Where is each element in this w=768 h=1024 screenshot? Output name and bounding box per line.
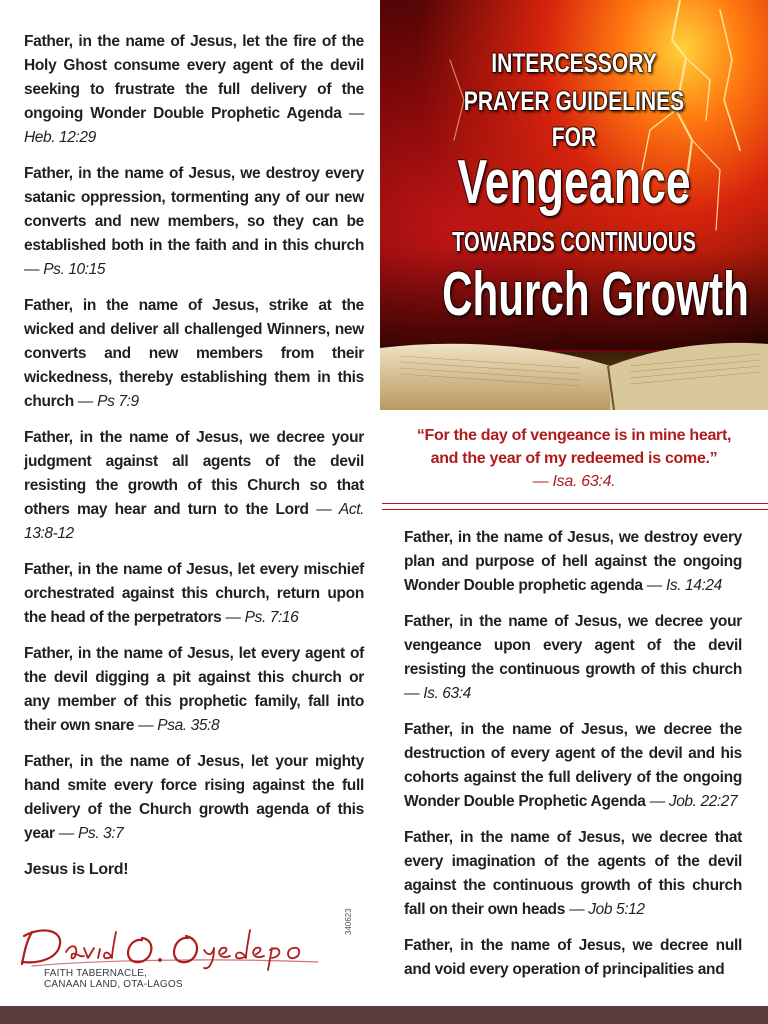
quote-reference: — Isa. 63:4.	[532, 473, 616, 490]
prayer-text: Father, in the name of Jesus, we decree the destruction of every agent of the devil and his cohorts against the full delivery of the ongoing Wonder Double Prophetic Agenda	[404, 721, 742, 810]
cover-title-prayer-guidelines: PRAYER GUIDELINES	[463, 86, 685, 116]
em-dash: —	[404, 685, 420, 702]
em-dash: —	[569, 901, 585, 918]
open-book-icon	[380, 343, 768, 410]
em-dash: —	[316, 501, 332, 518]
left-prayer-column	[24, 30, 364, 882]
scripture-reference: Ps. 3:7	[77, 825, 124, 842]
scripture-reference: Ps. 10:15	[43, 261, 106, 278]
scripture-reference: Ps. 7:16	[244, 609, 299, 626]
footer-bar	[0, 1006, 768, 1024]
em-dash: —	[348, 105, 364, 122]
cover-title-vengeance: Vengeance	[457, 148, 691, 217]
signature-church: FAITH TABERNACLE,	[44, 968, 148, 979]
prayer-text: Father, in the name of Jesus, strike at the wicked and deliver all challenged Winners, new converts and new members from their wickedness, thereby establishing them in this church	[24, 297, 364, 410]
prayer-item	[24, 750, 364, 846]
signature-location: CANAAN LAND, OTA-LAGOS	[44, 979, 183, 990]
prayer-item	[24, 558, 364, 630]
scripture-reference: Is. 63:4	[423, 685, 471, 702]
prayer-text: Father, in the name of Jesus, we decree null and void every operation of principalities and	[404, 937, 742, 978]
quote-line-1: “For the day of vengeance is in mine heart,	[416, 427, 732, 444]
cover-title-towards-continuous: TOWARDS CONTINUOUS	[452, 226, 696, 257]
prayer-text: Father, in the name of Jesus, we decree your judgment against all agents of the devil resisting the growth of this Church so that others may hear and turn to the Lord	[24, 429, 364, 518]
prayer-item	[404, 526, 742, 598]
prayer-item	[404, 934, 742, 982]
scripture-reference: Act. 13:8-12	[24, 501, 365, 542]
em-dash: —	[58, 825, 74, 842]
handwritten-signature	[18, 922, 348, 972]
prayer-item	[24, 642, 364, 738]
scripture-reference: Heb. 12:29	[24, 129, 96, 146]
scripture-reference: Job. 22:27	[668, 793, 738, 810]
quote-line-2: and the year of my redeemed is come.”	[430, 450, 718, 467]
cover-title-for: FOR	[551, 122, 597, 152]
cover-banner	[380, 0, 768, 410]
right-prayer-column	[404, 526, 742, 994]
prayer-item	[24, 294, 364, 414]
em-dash: —	[138, 717, 154, 734]
print-code: 340623	[344, 908, 353, 935]
divider	[382, 503, 768, 510]
scripture-reference: Ps 7:9	[97, 393, 139, 410]
prayer-text: Father, in the name of Jesus, let the fire of the Holy Ghost consume every agent of the devil seeking to frustrate the full delivery of the ongoing Wonder Double Prophetic Agenda	[24, 33, 364, 122]
cover-title-intercessory: INTERCESSORY	[491, 48, 657, 78]
prayer-text: Father, in the name of Jesus, we decree that every imagination of the agents of the devil against the continuous growth of this church fall on their own heads	[404, 829, 742, 918]
prayer-text: Father, in the name of Jesus, let every mischief orchestrated against this church, return upon the head of the perpetrators	[24, 561, 364, 626]
em-dash: —	[646, 577, 662, 594]
scripture-reference: Job 5:12	[588, 901, 645, 918]
scripture-reference: Psa. 35:8	[157, 717, 220, 734]
em-dash: —	[225, 609, 241, 626]
em-dash: —	[77, 393, 94, 410]
em-dash: —	[24, 261, 40, 278]
prayer-item	[404, 718, 742, 814]
prayer-text: Father, in the name of Jesus, we destroy every satanic oppression, tormenting any of our new converts and new members, so they can be established both in the faith and in this church	[24, 165, 364, 254]
prayer-text: Father, in the name of Jesus, we destroy every plan and purpose of hell against the ongoing Wonder Double prophetic agenda	[404, 529, 742, 594]
scripture-reference: Is. 14:24	[665, 577, 722, 594]
em-dash: —	[649, 793, 665, 810]
prayer-item	[404, 826, 742, 922]
prayer-item	[24, 162, 364, 282]
signature-block	[18, 922, 348, 1002]
prayer-text: Father, in the name of Jesus, let every agent of the devil digging a pit against this church or any member of this prophetic family, fall into their own snare	[24, 645, 364, 734]
closing-declaration: Jesus is Lord!	[24, 861, 129, 878]
prayer-item	[404, 610, 742, 706]
prayer-text: Father, in the name of Jesus, let your mighty hand smite every force rising against the full delivery of the Church growth agenda of this year	[24, 753, 364, 842]
scripture-quote	[380, 424, 768, 493]
prayer-text: Father, in the name of Jesus, we decree your vengeance upon every agent of the devil resisting the continuous growth of this church	[404, 613, 742, 678]
prayer-item	[24, 426, 364, 546]
cover-title-church-growth: Church Growth	[442, 260, 749, 329]
prayer-item	[24, 30, 364, 150]
